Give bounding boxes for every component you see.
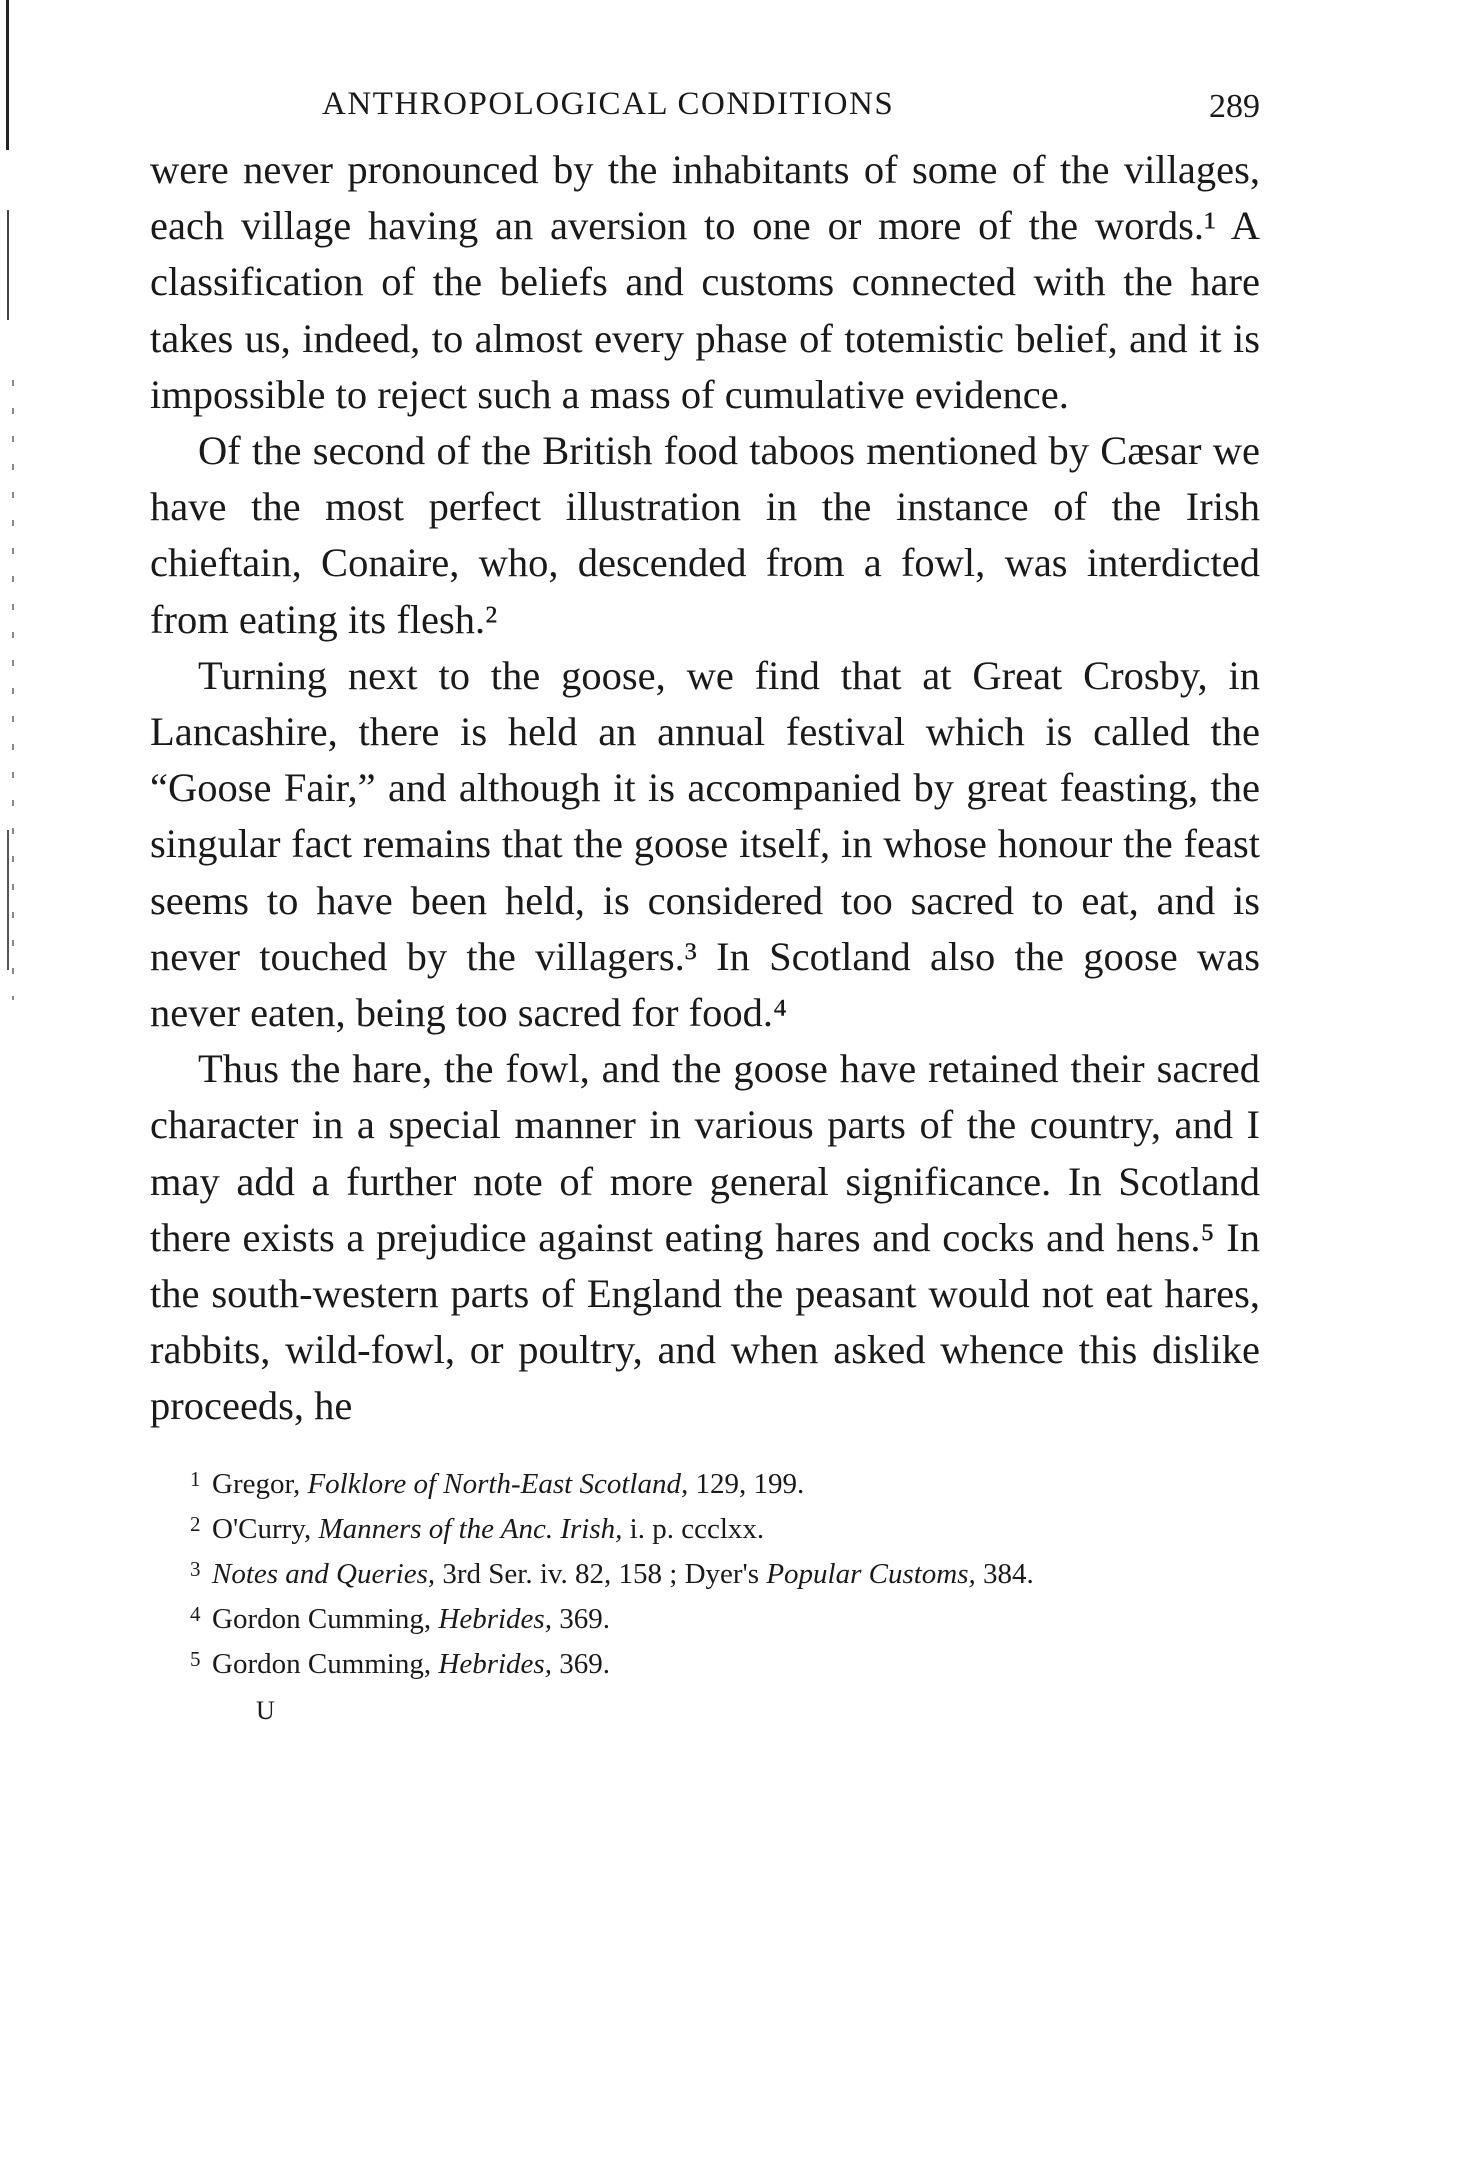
footnote-author: Gordon Cumming,	[212, 1602, 439, 1635]
signature-mark: U	[256, 1695, 275, 1725]
footnote	[190, 1504, 1260, 1549]
footnote-ref: 3rd Ser. iv. 82, 158 ; Dyer's	[435, 1557, 767, 1590]
footnote-ref: i. p. ccclxx.	[622, 1512, 765, 1545]
page-edge-mark	[7, 210, 9, 320]
footnote-ref: 129, 199.	[688, 1467, 805, 1500]
footnote-work: Hebrides,	[438, 1647, 552, 1680]
footnote	[190, 1639, 1260, 1684]
book-page	[150, 82, 1260, 1726]
footnote-work: Notes and Queries,	[212, 1557, 436, 1590]
paragraph: Thus the hare, the fowl, and the goose have retained their sacred character in a special manner in various parts of the country, and I may add a further note of more general significance. In Scotland there exists a prejudice against eating hares and cocks and hens.⁵ In the south-western parts of England the peasant would not eat hares, rabbits, wild-fowl, or poultry, and when asked whence this dislike proceeds, he	[150, 1046, 1260, 1429]
footnote	[190, 1459, 1260, 1504]
page-edge-mark	[6, 0, 9, 150]
body-text	[150, 142, 1260, 1435]
footnote-author: Gordon Cumming,	[212, 1647, 439, 1680]
page-edge-mark	[7, 830, 9, 970]
footnote-work: Popular Customs,	[766, 1557, 976, 1590]
binding-dots	[12, 380, 14, 1000]
footnote-number: 3	[190, 1556, 201, 1581]
footnote-author: Gregor,	[212, 1467, 308, 1500]
footnote-work: Manners of the Anc. Irish,	[318, 1512, 623, 1545]
footnote-number: 1	[190, 1466, 201, 1491]
footnote-number: 4	[190, 1601, 201, 1626]
footnote-work: Hebrides,	[438, 1602, 552, 1635]
paragraph: Turning next to the goose, we find that at Great Crosby, in Lancashire, there is held an annual festival which is called the “Goose Fair,” and although it is accompanied by great feasting, the singular fact remains that the goose itself, in whose honour the feast seems to have been held, is considered too sacred to eat, and is never touched by the villagers.³ In Scotland also the goose was never eaten, being too sacred for food.⁴	[150, 652, 1260, 1036]
footnote-ref: 369.	[551, 1602, 610, 1635]
footnote-number: 5	[190, 1646, 201, 1671]
running-title: ANTHROPOLOGICAL CONDITIONS	[322, 86, 895, 122]
footnote-work: Folklore of North-East Scotland,	[307, 1467, 689, 1500]
footnote-number: 2	[190, 1511, 201, 1536]
running-header	[150, 82, 1260, 142]
paragraph: Of the second of the British food taboos mentioned by Cæsar we have the most perfect illustration in the instance of the Irish chieftain, Conaire, who, descended from a fowl, was interdicted from eating its flesh.²	[150, 428, 1260, 642]
footnotes	[150, 1459, 1260, 1684]
footnote-ref: 384.	[975, 1557, 1034, 1590]
footnote-ref: 369.	[551, 1647, 610, 1680]
footnote	[190, 1594, 1260, 1639]
footnote	[190, 1549, 1260, 1594]
page-number: 289	[1209, 88, 1260, 125]
paragraph: were never pronounced by the inhabitants of some of the villages, each village having an aversion to one or more of the words.¹ A classification of the beliefs and customs connected with the hare takes us, indeed, to almost every phase of totemistic belief, and it is impossible to reject such a mass of cumulative evidence.	[150, 147, 1260, 417]
footnote-author: O'Curry,	[212, 1512, 319, 1545]
